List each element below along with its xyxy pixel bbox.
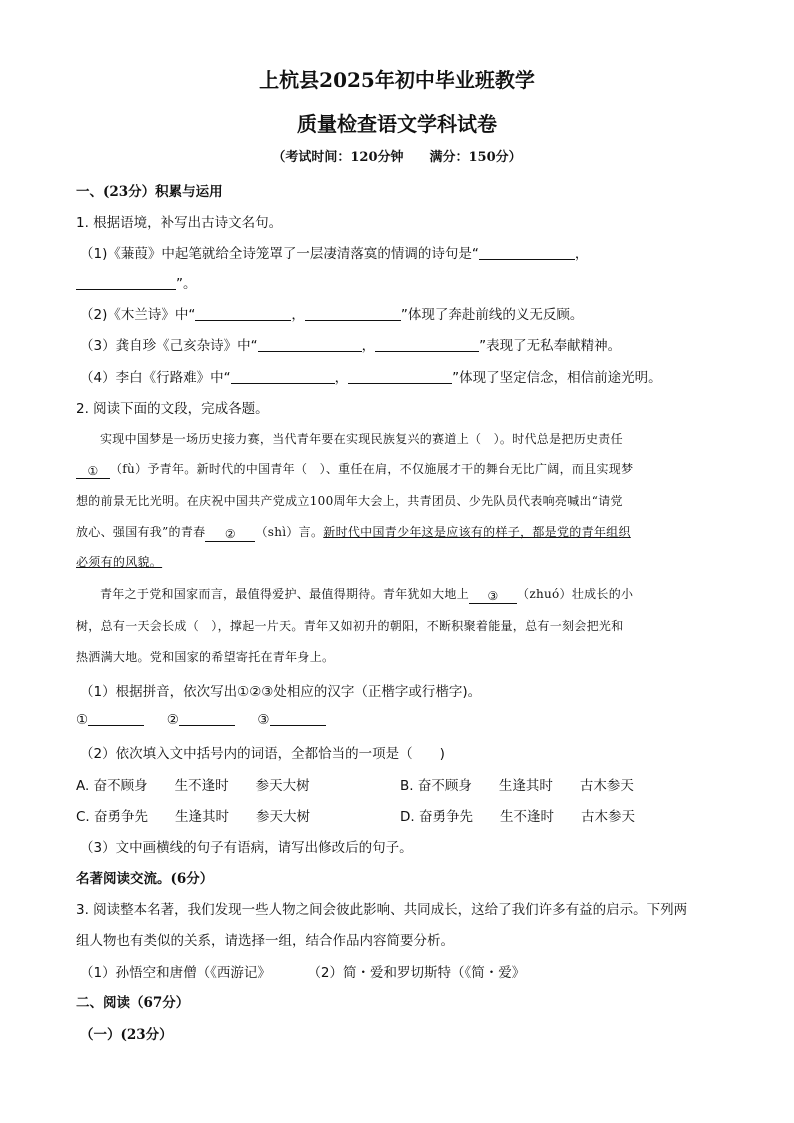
q1-part2 [80,303,583,323]
q3-option-2: （2）简・爱和罗切斯特（《简・爱》 [307,965,526,981]
section2-heading: 二、阅读（67分） [76,995,190,1011]
q1-part1 [80,242,588,262]
q2-sub1: （1）根据拼音，依次写出①②③处相应的汉字（正楷字或行楷字)。 [80,684,482,700]
q3-option-1: （1）孙悟空和唐僧（《西游记》 [80,965,271,981]
q1-part4-text-c: ”体现了坚定信念，相信前途光明。 [452,370,662,386]
q2-sub2: （2）依次填入文中括号内的词语，全都恰当的一项是（ ) [80,746,445,762]
q3-line2: 组人物也有类似的关系，请选择一组，结合作品内容简要分析。 [76,933,454,949]
option-b[interactable] [400,774,634,794]
underlined-sentence: 新时代中国青少年这是应该有的样子，都是党的青年组织 [323,525,631,539]
answer-blank[interactable] [348,369,452,384]
q3-options [80,961,525,981]
answer-label-3: ③ [257,712,270,728]
answer-blank[interactable] [88,711,144,726]
passage-p1-line3: 想的前景无比光明。在庆祝中国共产党成立100周年大会上，共青团员、少先队员代表响亮喊出“请党 [76,494,623,508]
answer-blank[interactable] [375,337,479,352]
q1-part2-text-a: （2)《木兰诗》中“ [80,307,196,323]
passage-p1-line4-a: 放心、强国有我”的青春 [76,525,206,539]
answer-blank[interactable] [270,711,326,726]
reading-exchange-heading: 名著阅读交流。(6分） [76,871,214,887]
q1-part3 [80,334,621,354]
exam-title-line1: 上杭县2025年初中毕业班教学 [259,68,535,92]
exam-title-line2: 质量检查语文学科试卷 [297,112,497,136]
option-label: D. [400,809,415,825]
answer-label-2: ② [166,712,179,728]
passage-p1-line4 [76,523,631,542]
underlined-sentence-end: 必须有的风貌。 [76,555,163,569]
option-label: C. [76,809,90,825]
q2-sub3: （3）文中画横线的句子有语病，请写出修改后的句子。 [80,840,413,856]
passage-p1-line1: 实现中国梦是一场历史接力赛，当代青年要在实现民族复兴的赛道上（ ）。时代总是把历史责任 [100,432,623,446]
q1-part4-text-a: （4）李白《行路难》中“ [80,370,231,386]
q1-part4 [80,366,662,386]
passage-p1-line2 [76,460,633,479]
passage-p1-line5 [76,553,162,570]
exam-info: （考试时间：120分钟 满分：150分） [272,150,522,165]
passage-p2-line3: 热洒满大地。党和国家的希望寄托在青年身上。 [76,650,335,664]
passage-p2-line2: 树，总有一天会长成（ ），撑起一片天。青年又如初升的朝阳，不断积聚着能量，总有一刻会把光和 [76,619,624,633]
answer-blank[interactable] [258,337,362,352]
q1-part3-text-c: ”表现了无私奉献精神。 [479,338,622,354]
option-d[interactable] [400,805,635,825]
section1-heading: 一、(23分）积累与运用 [76,184,223,200]
q1-stem: 1. 根据语境，补写出古诗文名句。 [76,215,283,231]
option-a[interactable] [76,774,310,794]
answer-blank[interactable] [179,711,235,726]
option-label: B. [400,778,414,794]
passage-p2-line1 [100,585,633,604]
option-text: 奋勇争先 生不逢时 古木参天 [418,809,635,825]
q1-part3-text-b: ， [361,338,376,354]
answer-blank[interactable] [195,306,291,321]
option-text: 奋勇争先 生逢其时 参天大树 [94,809,311,825]
passage-p2-line1-b: （zhuó）壮成长的小 [517,587,634,601]
q1-part1-text-c: ”。 [176,276,197,292]
q2-sub1-answers [76,711,326,728]
section2-subheading: （一）(23分） [80,1027,173,1043]
blank-marker-3: ③ [469,589,517,604]
q1-part1-text-a: （1)《蒹葭》中起笔就给全诗笼罩了一层凄清落寞的情调的诗句是“ [80,246,479,262]
q1-part2-text-c: ”体现了奔赴前线的义无反顾。 [400,307,584,323]
option-c[interactable] [76,805,310,825]
answer-blank[interactable] [479,245,575,260]
q1-part4-text-b: ， [334,370,349,386]
option-text: 奋不顾身 生逢其时 古木参天 [417,778,634,794]
q3-line1: 3. 阅读整本名著，我们发现一些人物之间会彼此影响、共同成长，这给了我们许多有益的启示。下列两 [76,902,688,918]
q1-part2-text-b: ， [291,307,305,323]
answer-blank[interactable] [305,306,401,321]
option-text: 奋不顾身 生不逢时 参天大树 [93,778,310,794]
q1-part1-text-b: ， [574,246,589,262]
answer-label-1: ① [76,712,89,728]
q2-stem: 2. 阅读下面的文段，完成各题。 [76,401,269,417]
blank-marker-1: ① [76,464,110,479]
option-label: A. [76,778,90,794]
answer-blank[interactable] [231,369,335,384]
q1-part1-cont [76,272,197,292]
passage-p2-line1-a: 青年之于党和国家而言，最值得爱护、最值得期待。青年犹如大地上 [100,587,470,601]
passage-p1-line4-b: （shì）言。 [255,525,324,539]
passage-p1-line2-text: （fù）予青年。新时代的中国青年（ ）、重任在肩，不仅施展才干的舞台无比广阔，而且实现梦 [110,462,634,476]
blank-marker-2: ② [205,527,255,542]
answer-blank[interactable] [76,275,176,290]
q1-part3-text-a: （3）龚自珍《己亥杂诗》中“ [80,338,258,354]
